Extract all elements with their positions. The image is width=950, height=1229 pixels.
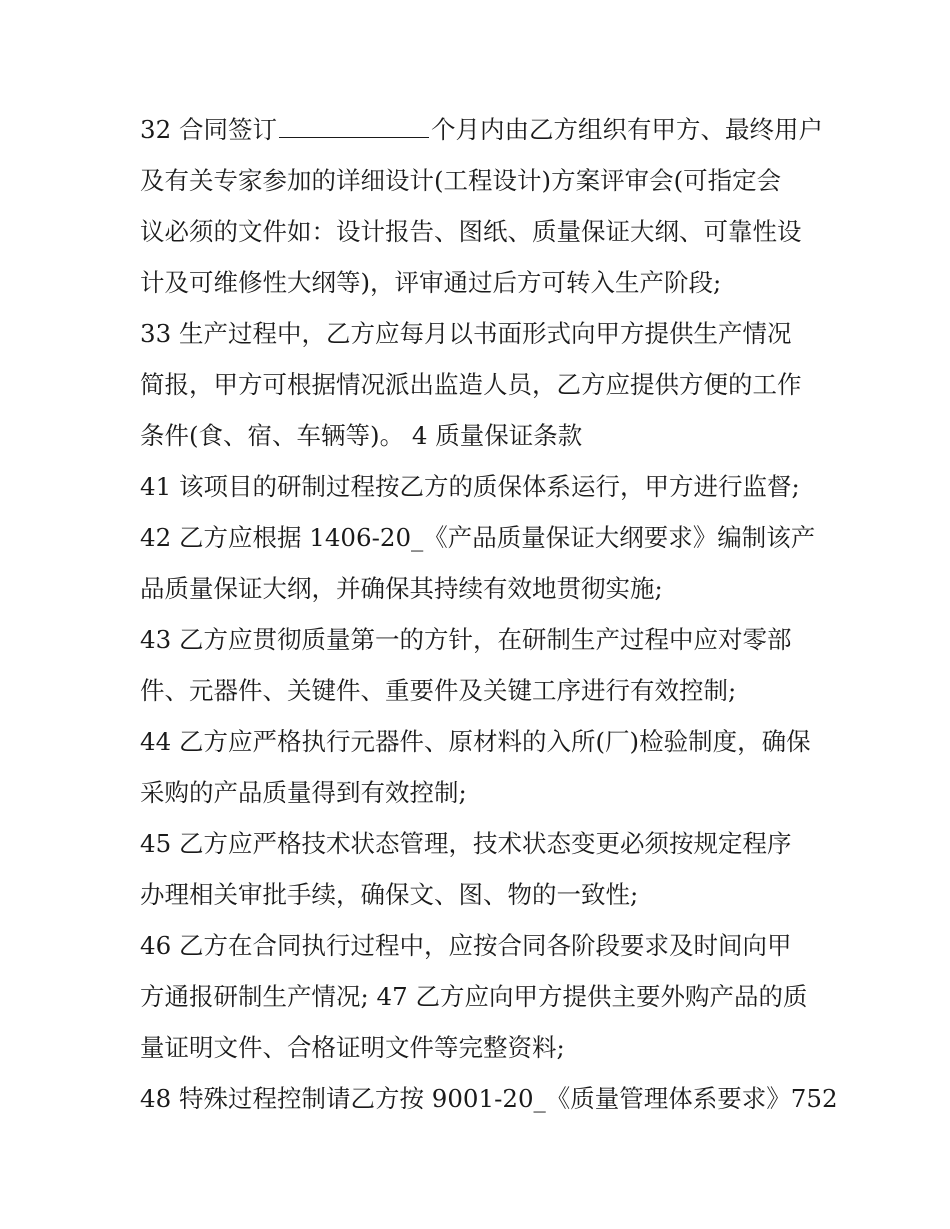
text-line-2: 及有关专家参加的详细设计(工程设计)方案评审会(可指定会 [140,166,782,195]
text-line-3: 议必须的文件如：设计报告、图纸、质量保证大纲、可靠性设 [140,217,802,246]
text-line-8: 41 该项目的研制过程按乙方的质保体系运行，甲方进行监督; [140,472,800,501]
text-line-6: 简报，甲方可根据情况派出监造人员，乙方应提供方便的工作 [140,370,802,399]
text-line-7: 条件(食、宿、车辆等)。 4 质量保证条款 [140,421,583,450]
text-line-9: 42 乙方应根据 1406-20_《产品质量保证大纲要求》编制该产 [140,523,816,552]
line-1-suffix: 个月内由乙方组织有甲方、最终用户 [430,115,823,144]
text-line-18: 方通报研制生产情况; 47 乙方应向甲方提供主要外购产品的质 [140,982,808,1011]
text-line-19: 量证明文件、合格证明文件等完整资料; [140,1033,565,1062]
text-line-11: 43 乙方应贯彻质量第一的方针，在研制生产过程中应对零部 [140,625,792,654]
text-line-17: 46 乙方在合同执行过程中，应按合同各阶段要求及时间向甲 [140,931,792,960]
text-line-4: 计及可维修性大纲等)，评审通过后方可转入生产阶段; [140,268,722,297]
text-line-13: 44 乙方应严格执行元器件、原材料的入所(厂)检验制度，确保 [140,727,811,756]
text-line-15: 45 乙方应严格技术状态管理，技术状态变更必须按规定程序 [140,829,792,858]
text-line-14: 采购的产品质量得到有效控制; [140,778,467,807]
document-body [140,104,838,1124]
blank-fill-line [279,107,429,138]
text-line-16: 办理相关审批手续，确保文、图、物的一致性; [140,880,639,909]
text-line-12: 件、元器件、关键件、重要件及关键工序进行有效控制; [140,676,737,705]
text-line-5: 33 生产过程中，乙方应每月以书面形式向甲方提供生产情况 [140,319,792,348]
text-line-1 [140,104,823,155]
text-line-10: 品质量保证大纲，并确保其持续有效地贯彻实施; [140,574,663,603]
line-1-prefix: 32 合同签订 [140,115,277,144]
text-line-20: 48 特殊过程控制请乙方按 9001-20_《质量管理体系要求》752 [140,1084,838,1113]
